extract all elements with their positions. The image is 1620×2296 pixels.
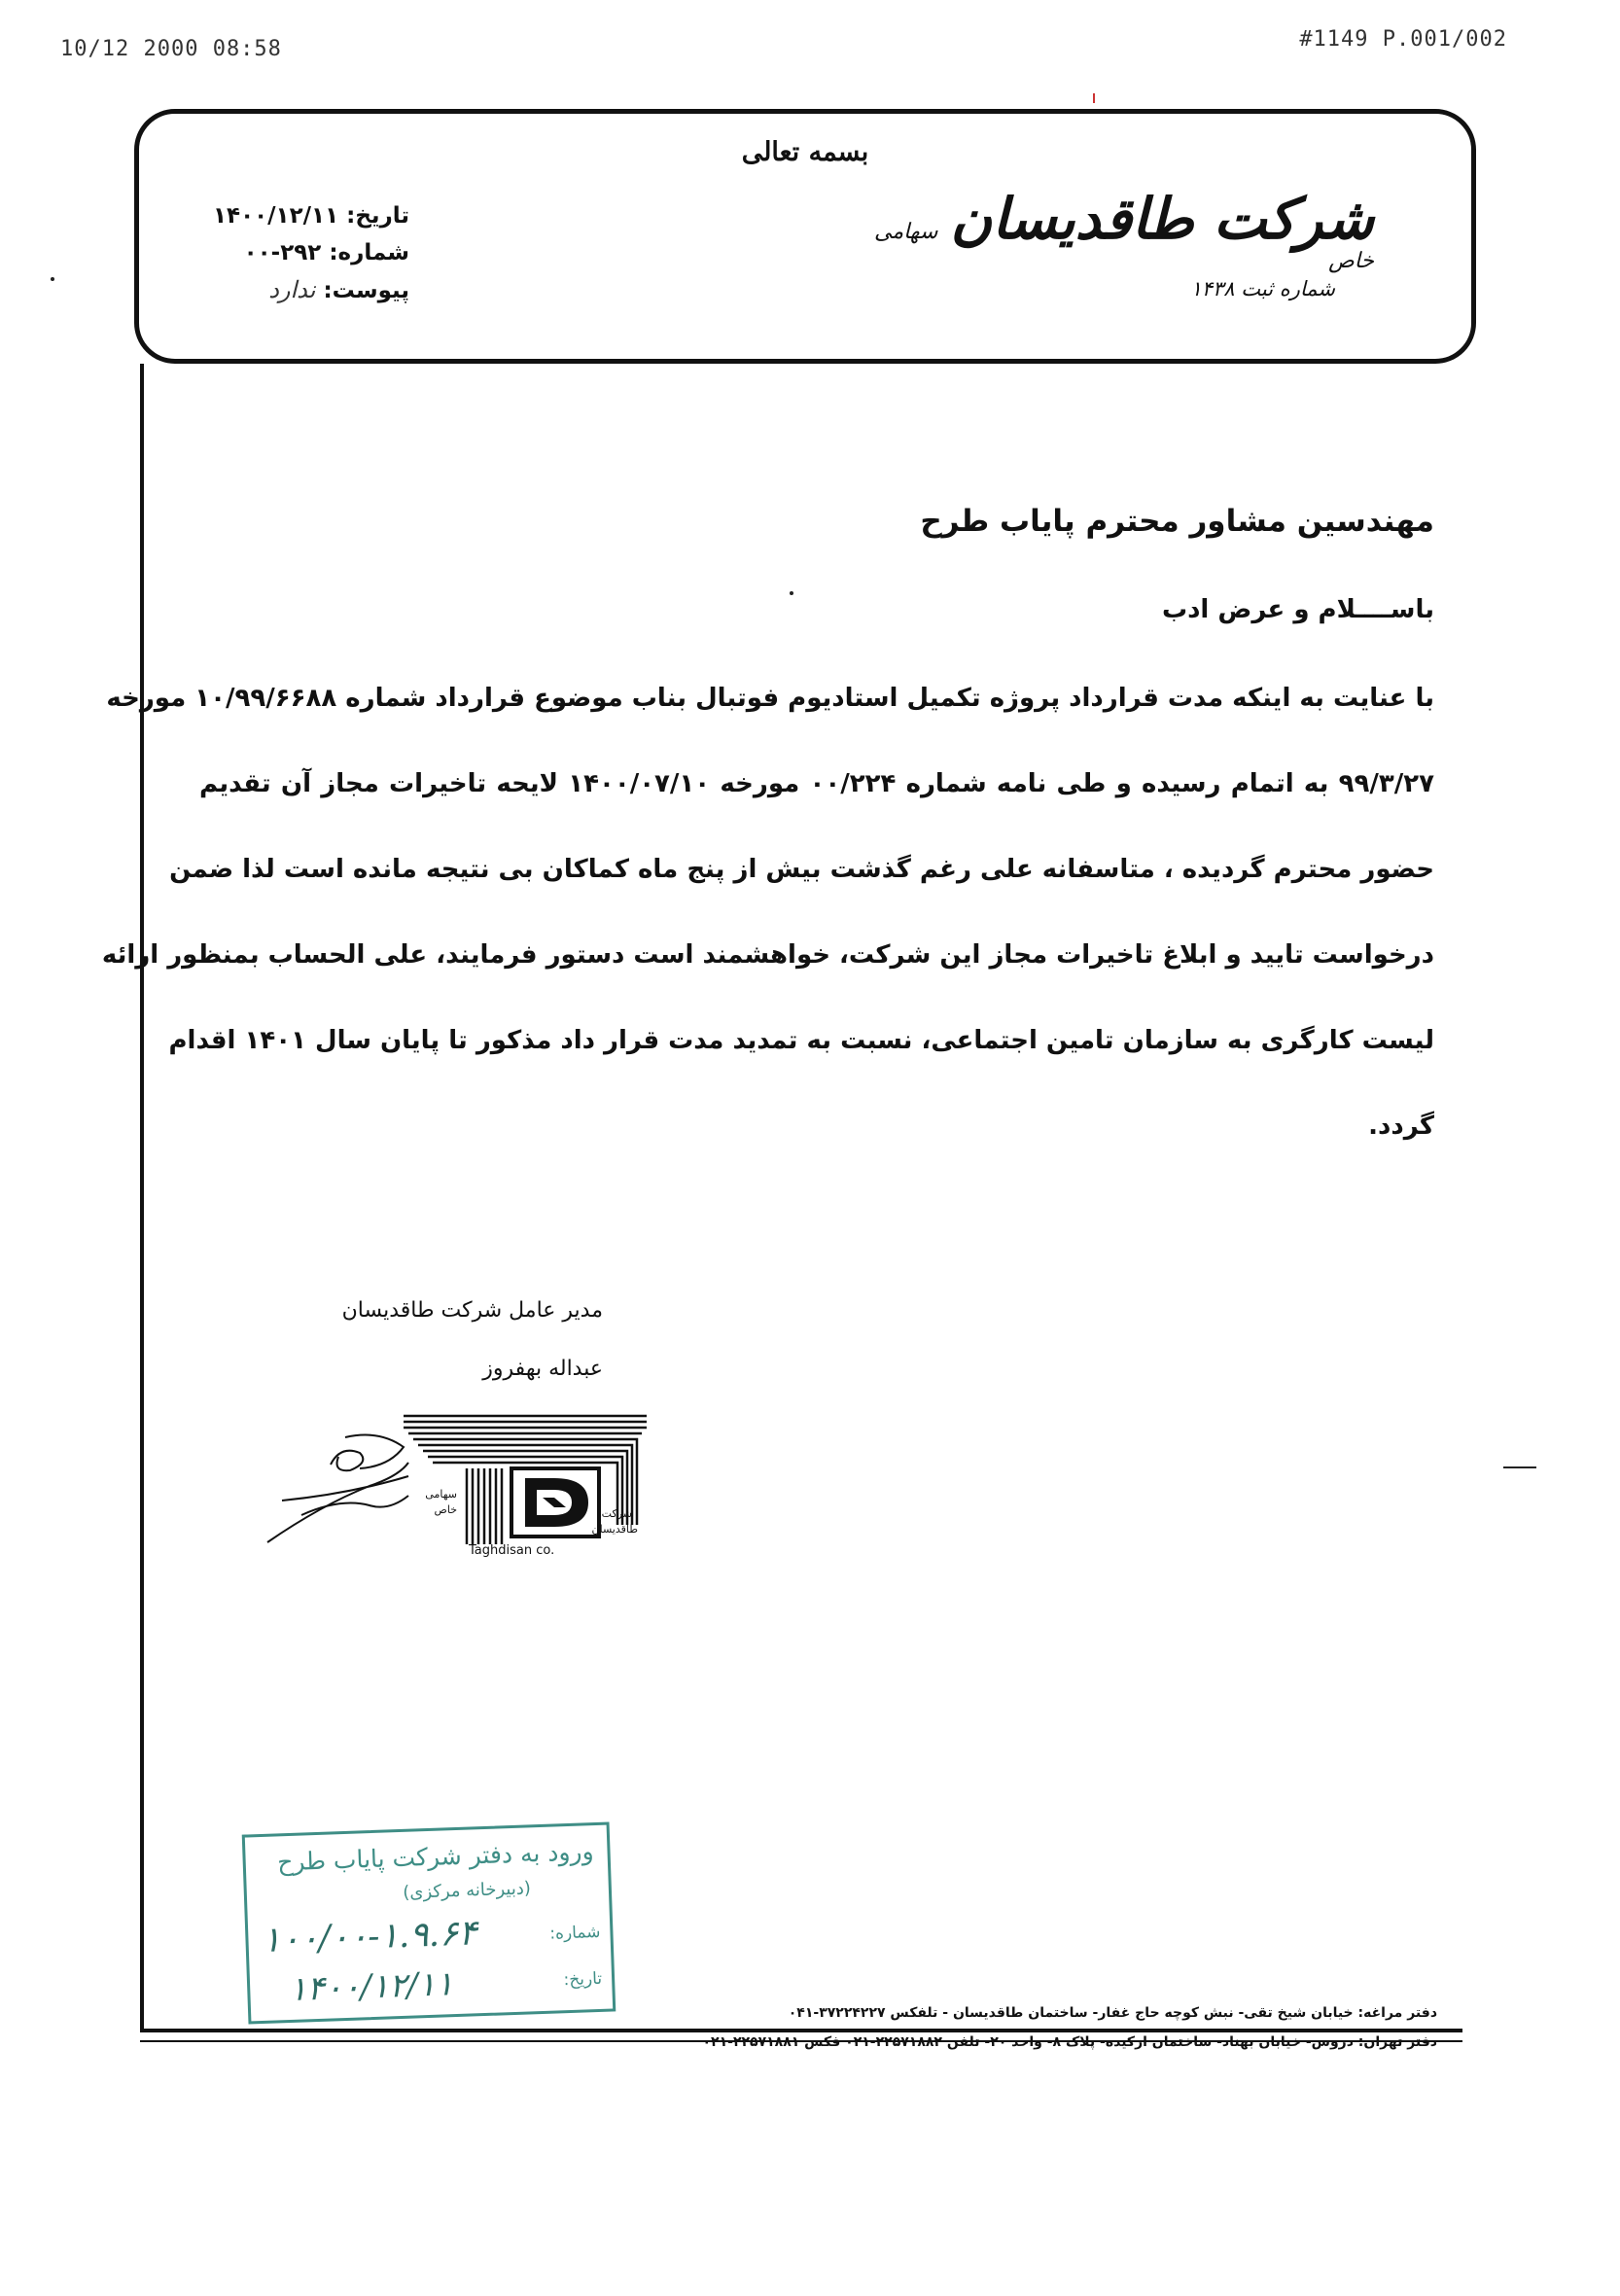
- company-name-row: [868, 186, 1374, 273]
- attachment-label: پیوست:: [323, 278, 410, 303]
- letter-body: [101, 671, 1435, 1184]
- stamp-date-label: تاریخ:: [563, 1968, 603, 1991]
- letter-meta: [213, 197, 409, 309]
- scan-speck: [51, 277, 54, 281]
- body-line: حضور محترم گردیده ، متاسفانه علی رغم گذشت بیش از پنج ماه کماکان بی نتیجه مانده است لذا ضمن: [169, 855, 1434, 884]
- scan-speck: [1503, 1466, 1536, 1468]
- attachment-value: ندارد: [268, 276, 316, 303]
- seal-text-fa-1: شرکت: [601, 1507, 632, 1520]
- stamp-number-label: شماره:: [549, 1922, 601, 1944]
- stamp-number-value: ۱۰۰/۰۰-۱.۹.۶۴: [261, 1913, 478, 1960]
- seal-text-fa-4: خاص: [434, 1503, 457, 1516]
- signatory-name: عبداله بهفروز: [482, 1357, 603, 1381]
- recipient-salutation: مهندسین مشاور محترم پایاب طرح: [920, 504, 1434, 539]
- footer-address-maragheh: دفتر مراغه: خیابان شیخ تقی- نبش کوچه حاج غفار- ساختمان طاقدیسان - تلفکس ۳۷۲۲۴۲۲۷-۰۴۱: [788, 2005, 1437, 2021]
- fax-header: [0, 27, 1620, 66]
- frame-left-rule: [140, 364, 144, 2032]
- company-type: سهامی خاص: [873, 220, 1374, 273]
- body-line: لیست کارگری به سازمان تامین اجتماعی، نسبت به تمدید مدت قرار داد مذکور تا پایان سال ۱۴۰۱ اقدام: [168, 1026, 1434, 1055]
- date-value: ۱۴۰۰/۱۲/۱۱: [213, 203, 339, 229]
- basmala: بسمه تعالی: [741, 137, 869, 167]
- letterhead: [134, 109, 1476, 364]
- body-line: درخواست تایید و ابلاغ تاخیرات مجاز این شرکت، خواهشمند است دستور فرمایند، علی الحساب بمنظور ارائه: [101, 940, 1434, 970]
- meta-date: [213, 197, 409, 234]
- stamp-date-value: ۱۴۰۰/۱۲/۱۱: [288, 1964, 454, 2010]
- greeting: باســــلام و عرض ادب: [1161, 595, 1434, 624]
- scan-speck: [1093, 93, 1095, 103]
- signatory-title: مدیر عامل شرکت طاقدیسان: [341, 1298, 603, 1323]
- handwritten-signature: [267, 1435, 408, 1542]
- footer-address-tehran: دفتر تهران: دروس- خیابان بهناد- ساختمان ارکیده- پلاک ۸- واحد ۲۰- تلفن ۲۲۵۷۱۸۸۲-۰۲۱ فکس ۲۲۵۷۱۸۸۱-۰۲۱: [702, 2034, 1437, 2050]
- fax-date-time: 10/12 2000 08:58: [60, 37, 282, 61]
- stamp-title: ورود به دفتر شرکت پایاب طرح: [276, 1837, 595, 1877]
- scan-speck: [790, 591, 793, 595]
- registration-number: شماره ثبت ۱۴۳۸: [1190, 276, 1335, 300]
- seal-text-fa-2: طاقدیسان: [591, 1523, 638, 1536]
- company-name: شرکت طاقدیسان: [950, 186, 1374, 252]
- date-label: تاریخ:: [346, 203, 410, 229]
- received-stamp: [242, 1821, 616, 2024]
- company-logo-block: [868, 186, 1374, 300]
- meta-attachment: [213, 271, 409, 309]
- stamp-subtitle: (دبیرخانه مرکزی): [402, 1878, 532, 1903]
- meta-number: [213, 234, 409, 271]
- company-seal-and-signature: [263, 1408, 661, 1573]
- number-value: ۲۹۲-۰۰: [243, 240, 322, 265]
- fax-page-ref: #1149 P.001/002: [1299, 27, 1507, 52]
- body-line: با عنایت به اینکه مدت قرارداد پروژه تکمیل استادیوم فوتبال بناب موضوع قرارداد شماره ۱۰/۹۹/۶۶۸۸ مورخه: [106, 684, 1434, 713]
- seal-text-en: Taghdisan co.: [469, 1543, 555, 1558]
- number-label: شماره:: [329, 240, 410, 265]
- body-line: گردد.: [1368, 1112, 1434, 1141]
- body-line: ۹۹/۳/۲۷ به اتمام رسیده و طی نامه شماره ۰۰/۲۲۴ مورخه ۱۴۰۰/۰۷/۱۰ لایحه تاخیرات مجاز آن تقدیم: [199, 769, 1435, 798]
- seal-text-fa-3: سهامی: [425, 1488, 457, 1501]
